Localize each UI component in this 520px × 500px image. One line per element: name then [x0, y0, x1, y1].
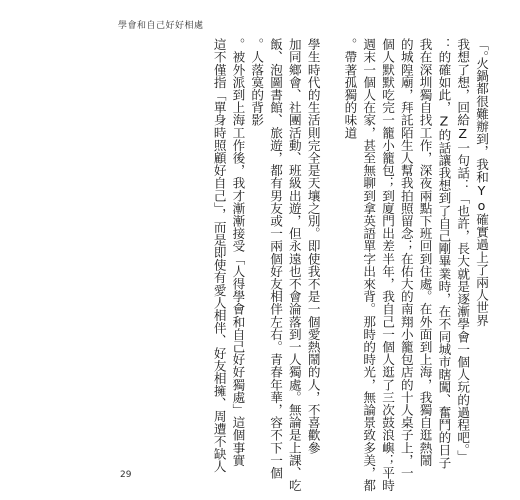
text-column: 人落寞的背影。: [249, 38, 265, 127]
page-number: 29: [120, 470, 132, 480]
text-column: 飯、泡圖書館、旅遊，都有男友或一兩個好友相伴左右。青春年華，容不下一個: [268, 38, 284, 479]
text-column: 被外派到上海工作後，我才漸漸接受「人得學會和自己好好獨處」這個事實。: [230, 38, 246, 480]
text-column: 這不僅指「單身時照顧好自己」，而是即使有愛人相伴、好友相擁、周遭不缺人: [211, 38, 227, 473]
text-column: 個人默默吃完一籠小籠包；到廈門出差半年，我自己一個人逛了三次鼓浪嶼；平時: [380, 38, 396, 492]
text-column: 我想了想，回給Z一句話：「也許，長大就是逐漸學會一個人玩的過程吧。」: [455, 38, 471, 476]
text-column: 帶著孤獨的味道。: [342, 38, 358, 139]
text-column: 火鍋都很難辦到，我和Yo確實過上了兩人世界。」: [474, 38, 489, 327]
text-column: 的確如此，Z的話讓我想到了自己剛畢業時，在不同城市瞎闖、奮鬥的日子：: [436, 38, 452, 482]
text-column: 加同鄉會、社團活動、班級出遊，但永遠也不會淪落到一人獨處。無論是上課、吃: [286, 38, 302, 492]
text-column: 的城隍廟，拜託陌生人幫我拍照留念；在佑大的南翔小籠包店的十人桌子上，一: [398, 38, 414, 479]
running-header: 學會和自己好好相處: [118, 21, 204, 31]
text-column: 我在深圳獨自找工作，深夜兩點下班回到住處。在外面到上海，我獨自逛熱鬧: [417, 38, 433, 467]
text-column: 學生時代的生活則完全是天壤之別。即使我不是一個愛熱鬧的人，不喜歡參: [305, 38, 321, 467]
text-column: 週末一個人在家，甚至無聊到拿英語單字出來背。那時的時光，無論景致多美，都: [361, 38, 377, 492]
